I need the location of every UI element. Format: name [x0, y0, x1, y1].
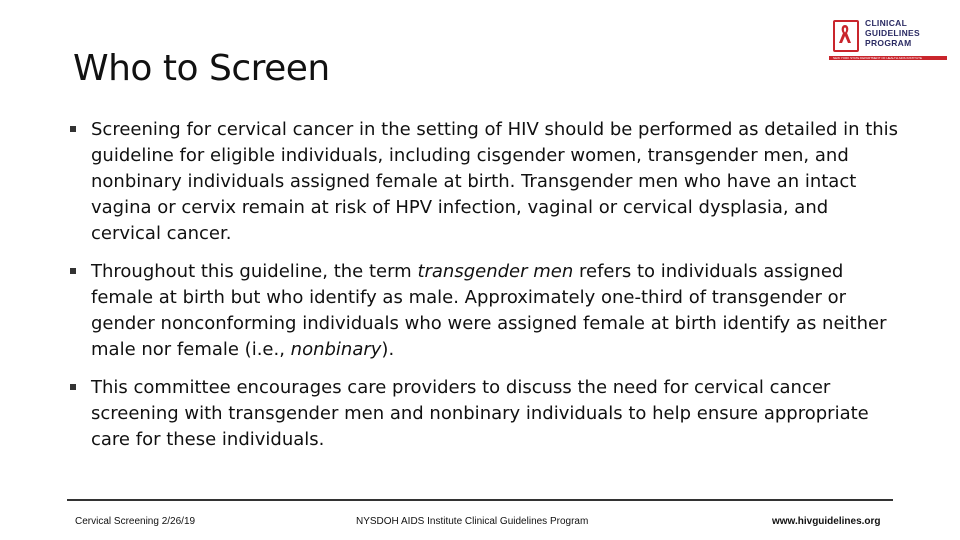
logo-line-2: GUIDELINES — [865, 28, 920, 38]
bullet-text: Screening for cervical cancer in the setting of HIV should be performed as detailed in this guideline for eligible individuals, including cisgender women, transgender men, and nonbinary individuals assigned female at birth. Transgender men who have an intact vagina or cervix remain at risk of HPV infection, vaginal or cervical dysplasia, and cervical cancer. — [91, 119, 899, 244]
square-bullet-icon — [70, 126, 76, 132]
bullet-list — [70, 117, 900, 465]
logo-tagline: NEW YORK STATE DEPARTMENT OF HEALTH AIDS INSTITUTE — [833, 56, 922, 60]
bullet-emphasis-text: nonbinary — [290, 339, 382, 360]
red-ribbon-icon — [837, 23, 853, 45]
bullet-text: Throughout this guideline, the term — [91, 261, 418, 282]
footer-divider — [67, 499, 893, 501]
square-bullet-icon — [70, 384, 76, 390]
bullet-item — [70, 259, 900, 363]
footer-left: Cervical Screening 2/26/19 — [75, 516, 196, 527]
bullet-text: refers to individuals assigned female at birth but who identify as male. Approximately one-third of transgender or gender nonconforming individuals who were assigned female at birth identify as neither male nor female (i.e., — [91, 261, 887, 360]
bullet-item — [70, 117, 900, 247]
clinical-guidelines-program-logo — [829, 16, 947, 64]
footer-right: www.hivguidelines.org — [772, 516, 881, 527]
square-bullet-icon — [70, 268, 76, 274]
bullet-text: ). — [381, 339, 395, 360]
slide-title: Who to Screen — [73, 48, 330, 89]
logo-wordmark — [865, 18, 920, 48]
logo-line-3: PROGRAM — [865, 38, 912, 48]
logo-line-1: CLINICAL — [865, 18, 908, 28]
bullet-emphasis-text: transgender men — [417, 261, 574, 282]
bullet-item — [70, 375, 900, 453]
bullet-text: This committee encourages care providers to discuss the need for cervical cancer screening with transgender men and nonbinary individuals to help ensure appropriate care for these individuals. — [91, 377, 869, 450]
footer-center: NYSDOH AIDS Institute Clinical Guidelines Program — [356, 516, 589, 527]
